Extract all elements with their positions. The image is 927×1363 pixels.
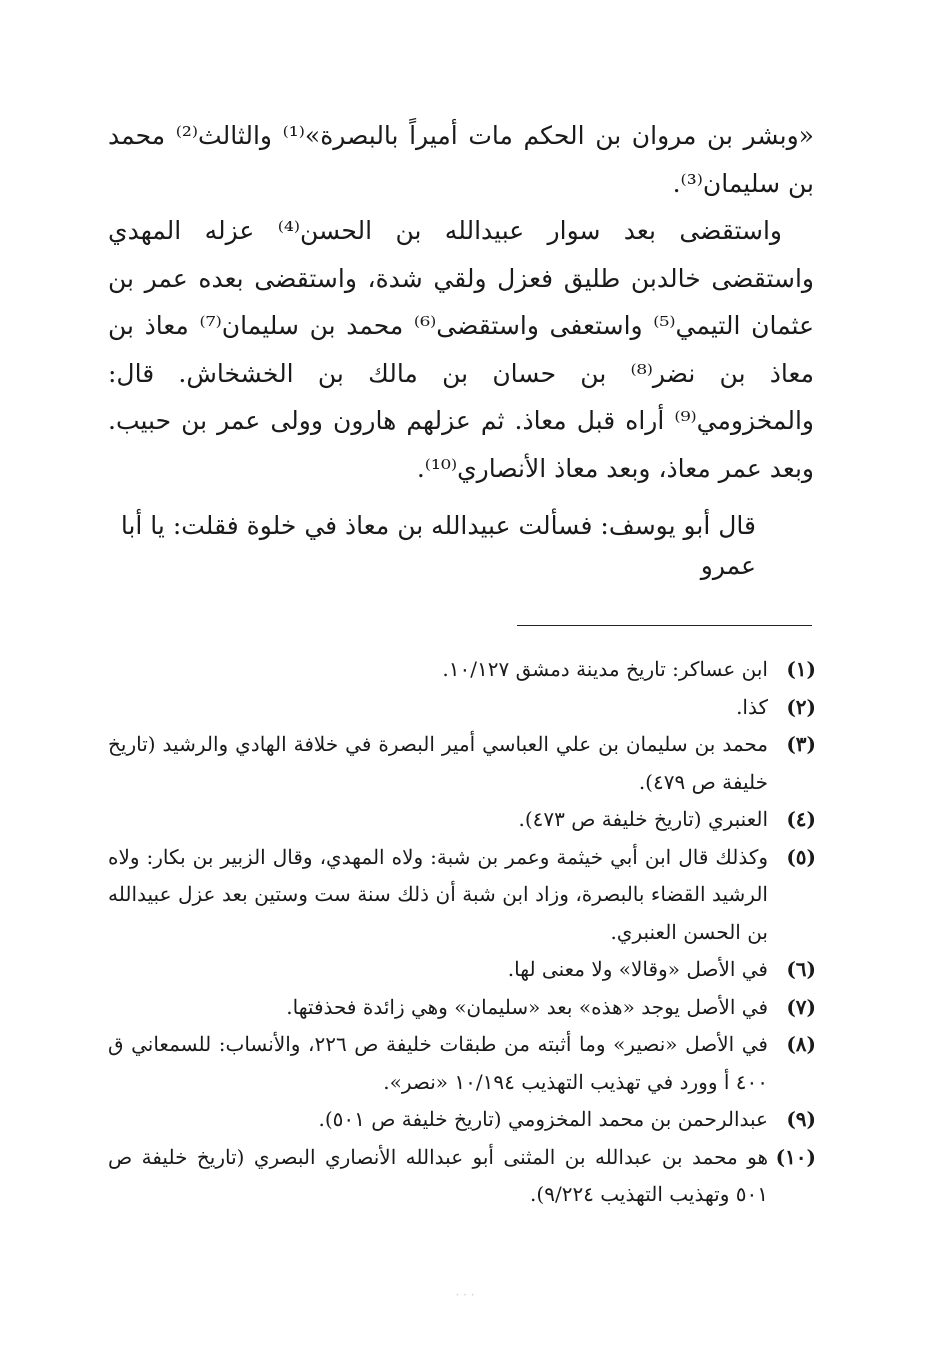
footnote-text: في الأصل «نصير» وما أثبته من طبقات خليفة ص ٢٢٦، والأنساب: للسمعاني ق ٤٠٠ أ وورد في تهذيب التهذيب ١٠/١٩٤ «نصر».	[108, 1032, 768, 1094]
footnote-text: هو محمد بن عبدالله بن المثنى أبو عبدالله الأنصاري البصري (تاريخ خليفة ص ٥٠١ وتهذيب التهذيب ٩/٢٢٤).	[108, 1144, 768, 1206]
closing-sentence: قال أبو يوسف: فسألت عبيدالله بن معاذ في خلوة فقلت: يا أبا عمرو	[120, 511, 756, 580]
footnote	[108, 801, 816, 839]
footnote	[108, 689, 816, 727]
footnote	[108, 726, 816, 801]
footnote-text: في الأصل يوجد «هذه» بعد «سليمان» وهي زائدة فحذفتها.	[286, 994, 768, 1019]
footnote	[108, 651, 816, 689]
main-text	[108, 112, 814, 492]
footnote-text: في الأصل «وقالا» ولا معنى لها.	[507, 957, 768, 981]
main-paragraph-1: «وبشر بن مروان بن الحكم مات أميراً بالبصرة»⁽¹⁾ والثالث⁽²⁾ محمد بن سليمان⁽³⁾.	[108, 121, 814, 198]
footnote-number: (١٠)	[775, 1144, 816, 1169]
footnote	[108, 989, 816, 1027]
footnote-text: محمد بن سليمان بن علي العباسي أمير البصرة في خلافة الهادي والرشيد (تاريخ خليفة ص ٤٧٩).	[108, 732, 768, 794]
footnote	[108, 1139, 816, 1214]
footnote-number: (١)	[786, 657, 816, 681]
footnote-divider	[517, 625, 812, 626]
footnote-number: (٥)	[786, 844, 816, 869]
footnotes	[108, 651, 816, 1214]
footnote-text: العنبري (تاريخ خليفة ص ٤٧٣).	[518, 807, 768, 831]
footnote-text: وكذلك قال ابن أبي خيثمة وعمر بن شبة: ولاه المهدي، وقال الزبير بن بكار: ولاه الرشيد القضاء بالبصرة، وزاد ابن شبة أن ذلك سنة ست وستين بعد عزل عبيدالله بن الحسن العنبري.	[108, 844, 769, 944]
page-mark: · · ·	[455, 1288, 475, 1302]
footnote-text: كذا.	[736, 694, 768, 719]
footnote-number: (٤)	[786, 807, 816, 831]
footnote-text: ابن عساكر: تاريخ مدينة دمشق ١٠/١٢٧.	[442, 657, 768, 681]
footnote-number: (٦)	[786, 957, 816, 981]
footnote	[108, 1026, 816, 1101]
footnote-text: عبدالرحمن بن محمد المخزومي (تاريخ خليفة ص ٥٠١).	[318, 1107, 768, 1131]
footnote	[108, 839, 816, 952]
footnote-number: (٢)	[786, 694, 816, 719]
footnote-number: (٩)	[786, 1107, 816, 1131]
footnote-number: (٨)	[786, 1032, 816, 1056]
footnote-number: (٧)	[786, 994, 816, 1019]
footnote	[108, 1101, 816, 1139]
footnote-number: (٣)	[786, 732, 816, 756]
main-paragraph-2: واستقضى بعد سوار عبيدالله بن الحسن⁽⁴⁾ عزله المهدي واستقضى خالدبن طليق فعزل ولقي شدة، واستقضى بعده عمر بن عثمان التيمي⁽⁵⁾ واستعفى واستقضى⁽⁶⁾ محمد بن سليمان⁽⁷⁾ معاذ بن معاذ بن نضر⁽⁸⁾ بن حسان بن مالك بن الخشخاش. قال: والمخزومي⁽⁹⁾ أراه قبل معاذ. ثم عزلهم هارون وولى عمر بن حبيب. وبعد عمر معاذ، وبعد معاذ الأنصاري⁽¹⁰⁾.	[108, 216, 815, 483]
footnote	[108, 951, 816, 989]
